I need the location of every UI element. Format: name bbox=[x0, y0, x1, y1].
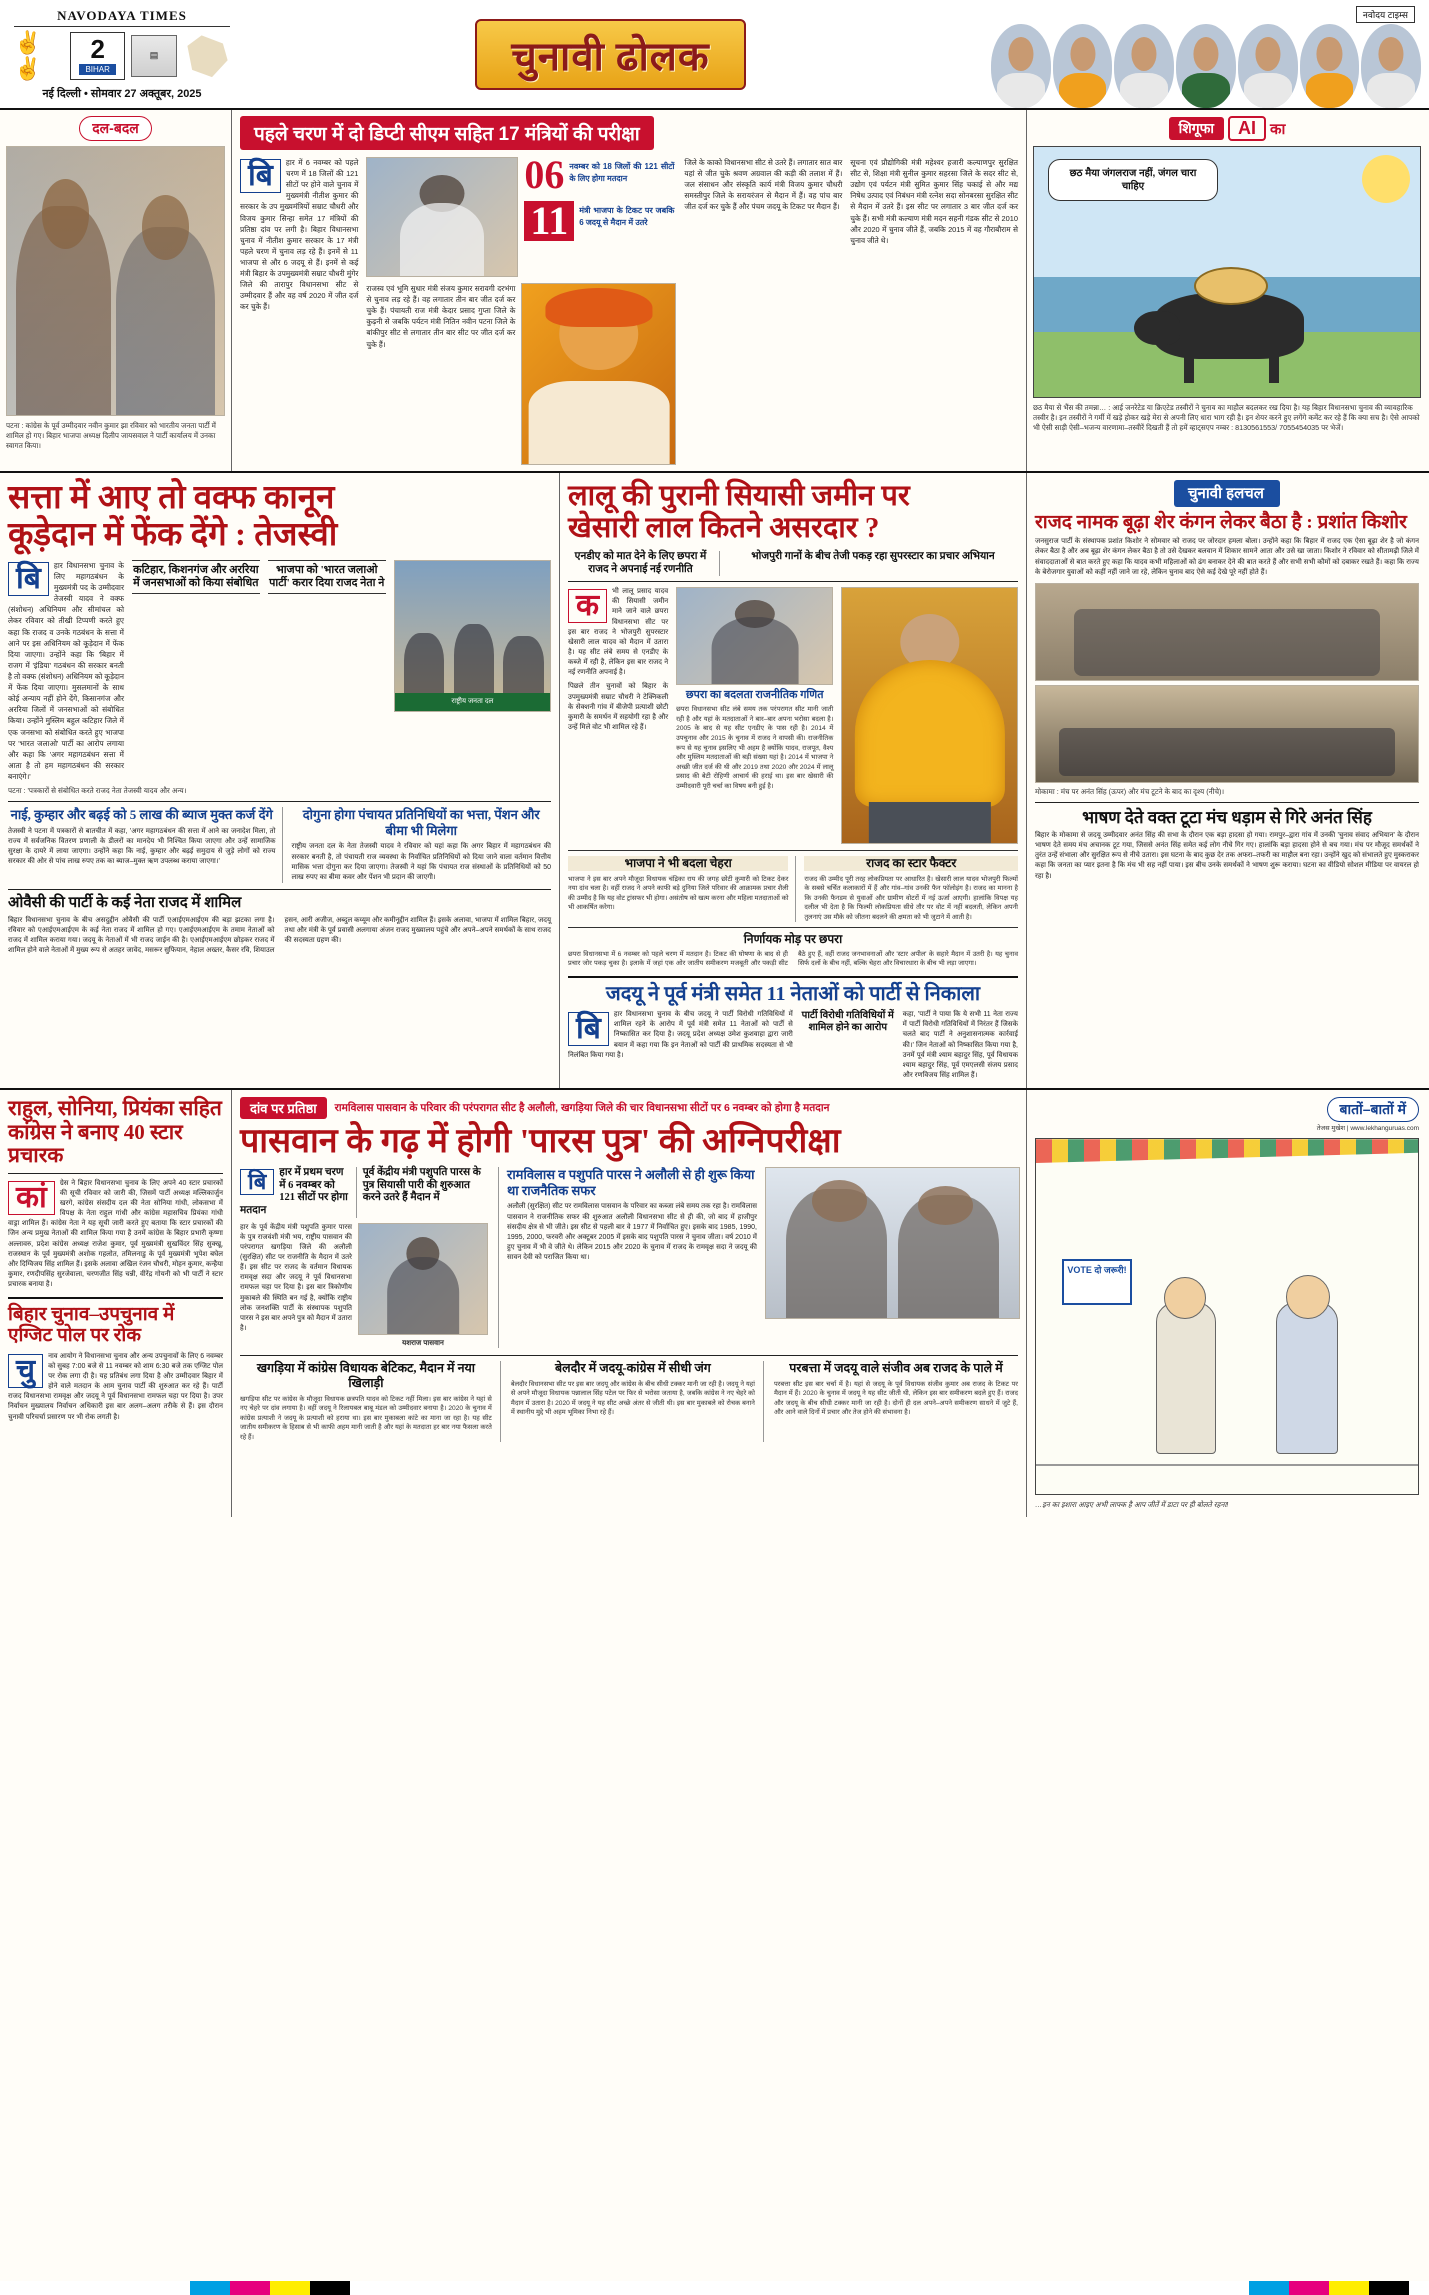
lead-stat-1-number: 06 bbox=[524, 152, 565, 197]
publication-name: NAVODAYA TIMES bbox=[14, 8, 230, 27]
halchal-text: जनसुराज पार्टी के संस्थापक प्रशांत किशोर ने सोमवार को राजद पर जोरदार हमला बोला। उन्होंने कहा कि बिहार में राजद एक ऐसा बूढ़ा शेर है जो कंगन लेकर बैठा है और अब बूढ़ा शेर कंगन लेकर बैठा है तो उसे देखकर बलवान में शिकार सामने आता और उसे खा जाता। किशोर ने रविवार को सीतामढ़ी जिले में संवाददाताओं से बात करते हुए कहा कि यादव कभी महिलाओं को ढंग बनाकर देने की बात करते हैं और सभी सभी कौमों को दबाकर रखते हैं। कहा कि राज्य के बेरोजगार युवाओं को कहीं नहीं जाने जा रहे, लेकिन चुनाव बाद ऐसे कई देखे पूरे नहीं होते हैं। bbox=[1035, 538, 1419, 576]
waqf-dropcap: बि bbox=[8, 562, 49, 596]
dal-badal-photo bbox=[6, 146, 225, 416]
shigufa-cartoon bbox=[1033, 146, 1421, 398]
page-number: 2 bbox=[90, 34, 105, 64]
lead-stat-2-number: 11 bbox=[524, 201, 574, 241]
waqf-sub3-text: बिहार विधानसभा चुनाव के बीच असदुद्दीन ओवैसी की पार्टी एआईएमआईएम की बड़ा झटका लगा है। रविवार को एआईएमआईएम के कई नेता राजद में शामिल हो गए। एआईएमआईएम के तमाम नेताओं को राजद में शामिल कराया गया। जदयू के नेताओं में भी राजद जाईन की है। एआईएमआईएम छोड़कर राजद में शामिल होने वाले नेताओं में मुख्य रूप से अतहर जावेद, मसरूर सुफियान, नेहाल अख्तर, कैसर रवि, शियाउल हसन, आरी अजीज, अब्दुल कय्यूम और कमीनूद्दीन शामिल हैं। इसके अलावा, भाजपा में शामिल बिहार, जदयू तथा और मंत्री के पूर्व प्रवासी अलगाया अंजन राजद मुख्यालय पहुंचे और अपने–अपने समर्थकों के साथ राजद की सदस्यता ग्रहण की। bbox=[8, 916, 551, 955]
paswan-headline: पासवान के गढ़ में होगी 'पारस पुत्र' की अग्निपरीक्षा bbox=[240, 1123, 841, 1161]
waqf-photo: राष्ट्रीय जनता दल bbox=[394, 560, 551, 712]
jdu-col-2: कहा, 'पार्टी ने पाया कि ये सभी 11 नेता राज्य में पार्टी विरोधी गतिविधियों में निरंतर हैं जिसके चलते बाद पार्टी ने अनुशासनात्मक कार्रवाई की।' जिन नेताओं को निष्कासित किया गया है, उनमें पूर्व मंत्री श्याम बहादुर सिंह, पूर्व विधायक श्याम बहादुर सिंह, पूर्व एमएलसी संजय प्रसाद और रणविजय सिंह शामिल हैं। bbox=[902, 1011, 1018, 1079]
masthead bbox=[0, 0, 1429, 110]
waqf-subhead-1: कटिहार, किशनगंज और अररिया में जनसभाओं को किया संबोधित bbox=[132, 560, 260, 594]
beldaur-text: बेलदौर विधानसभा सीट पर इस बार जदयू और कांग्रेस के बीच सीधी टक्कर मानी जा रही है। जदयू ने यहां से अपने मौजूदा विधायक पन्नालाल सिंह पटेल पर फिर से भरोसा जताया है, जबकि कांग्रेस ने नए चेहरे को मैदान में उतारा है। 2020 में जदयू ने यह सीट अच्छे अंतर से जीती थी। इस बार मुकाबले को रोचक बनाने में स्थानीय मुद्दे भी अहम भूमिका निभा रहे हैं। bbox=[510, 1380, 755, 1417]
lead-dropcap: बि bbox=[240, 159, 281, 193]
halchal-caption: मोकामा : मंच पर अनंत सिंह (ऊपर) और मंच टूटने के बाद का दृश्य (नीचे)। bbox=[1035, 786, 1225, 796]
khesari-box3-text: राजद की उम्मीद पूरी तरह लोकप्रियता पर आधारित है। खेसारी लाल यादव भोजपुरी फिल्मों के सबसे चर्चित कलाकारों में हैं और गांव–गांव उनकी फैन फॉलोइंग है। राजद का मानना है कि उनकी फैनडम से युवाओं और ग्रामीण वोटरों में नई ऊर्जा आएगी। हालांकि विपक्ष यह दलील भी देता है कि फिल्मी लोकप्रियता सीधे तौर पर वोट में नहीं बदलती, लेकिन अपनी तुलनाएं उस मौके को जीतना बदलने की क्षमता को भी जुटाने में आती है। bbox=[804, 875, 1018, 921]
exit-poll-head: बिहार चुनाव–उपचुनाव में एग्जिट पोल पर रोक bbox=[8, 1304, 175, 1347]
khesari-col-1: भी लालू प्रसाद यादव की सियासी जमीन माने जाने वाले छपरा विधानसभा सीट पर इस बार राजद ने भोजपुरी सुपरस्टार खेसारी लाल यादव को मैदान में उतारा है। यह सीट लंबे समय से एनडीए के कब्जे में रही है, लेकिन इस बार राजद ने नई रणनीति अपनाई है। bbox=[568, 588, 669, 677]
paswan-kicker-2: पूर्व केंद्रीय मंत्री पशुपति पारस के पुत्र सियासी पारी की शुरुआत करने उतरे हैं मैदान में bbox=[356, 1167, 490, 1217]
khesari-headline-line1: लालू की पुरानी सियासी जमीन पर bbox=[568, 480, 910, 512]
anant-singh-head: भाषण देते वक्त टूटा मंच धड़ाम से गिरे अनंत सिंह bbox=[1082, 807, 1372, 827]
voting-finger-icon: ✌✌ bbox=[14, 29, 40, 81]
cartoon-tab: बातों–बातों में bbox=[1327, 1097, 1420, 1122]
jdu-kicker: हार विधानसभा चुनाव के बीच जदयू ने पार्टी विरोधी गतिविधियों में शामिल रहने के आरोप में पूर्व मंत्री समेत 11 नेताओं को पार्टी से निष्कासित कर दिया है। जदयू प्रदेश अध्यक्ष उमेश कुशवाहा द्वारा जारी बयान में कहा गया कि इन नेताओं को पार्टी की प्राथमिक सदस्यता से भी निलंबित किया गया है। bbox=[568, 1011, 793, 1059]
paswan-dropcap: बि bbox=[240, 1169, 274, 1195]
leader-photo bbox=[1176, 24, 1236, 108]
waqf-sub2-text: राष्ट्रीय जनता दल के नेता तेजस्वी यादव ने रविवार को यहां कहा कि अगर बिहार में महागठबंधन की सरकार बनती है, तो पंचायती राज व्यवस्था के निर्वाचित प्रतिनिधियों को दिया जाने वाला वर्तमान वित्तीय मासिक भत्ता दोगुना कर दिया जाएगा। तेजस्वी ने यहां कि पंचायत राज संस्थाओं के प्रतिनिधियों को 50 लाख रुपए का बीमा कवर और पेंशन भी प्रदान की जाएगी। bbox=[291, 843, 551, 881]
page-number-box bbox=[70, 32, 125, 80]
lead-col-3: जिले के काको विधानसभा सीट से उतरे हैं। लगातार सात बार यहां से जीत चुके श्रवण अग्रवाल की कड़ी की तलाश में हैं। जल संसाधन और संस्कृति कार्य मंत्री विजय कुमार चौधरी समस्तीपुर जिले के सरायरंजन से मैदान में हैं। वह पांच बार जीत दर्ज कर चुके हैं और पंचम जदयू के टिकट पर मैदान हैं। bbox=[684, 158, 843, 212]
paswan-tab-left: दांव पर प्रतिष्ठा bbox=[240, 1097, 327, 1119]
khesari-box2-head: भाजपा ने भी बदला चेहरा bbox=[568, 856, 788, 870]
khagaria-text: खगड़िया सीट पर कांग्रेस के मौजूदा विधायक छत्रपति यादव को टिकट नहीं मिला। इस बार कांग्रेस ने यहां से नए चेहरे पर दांव लगाया है। वहीं जदयू ने रिलायबल बाबू मंडल को उम्मीदवार बनाया है। 2020 के चुनाव में कांग्रेस प्रत्याशी ने जदयू के प्रत्याशी को हराया था। इस बार मुकाबला कांटे का माना जा रहा है। यह सीट जातीय समीकरण के हिसाब से भी काफी अहम मानी जाती है और यहां के मतदाता हर बार नया फैसला करते रहे हैं। bbox=[240, 1395, 492, 1441]
khesari-story bbox=[560, 473, 1027, 1088]
date-line: नई दिल्ली • सोमवार 27 अक्तूबर, 2025 bbox=[42, 87, 202, 100]
lead-col-1: हार में 6 नवम्बर को पहले चरण में 18 जिलों की 121 सीटों पर होने वाले चुनाव में मुख्यमंत्री नीतीश कुमार की सरकार के उप मुख्यमंत्रियों सम्राट चौधरी और विजय कुमार सिन्हा समेत 17 मंत्रियों की प्रतिष्ठा दांव पर लगी है। बिहार विधानसभा चुनाव में नीतीश कुमार सरकार के 17 मंत्री पहले चरण में चुनाव लड़ रहे हैं। इनमें से 11 भाजपा से और 6 जदयू से हैं। इनमें से कई मंत्री बिहार के उपमुख्यमंत्री सम्राट चौधरी मुंगेर जिले की तारापुर विधानसभा सीट से उम्मीदवार हैं और वह वर्ष 2020 में जीत दर्ज कर चुके हैं। bbox=[240, 158, 359, 312]
waqf-story bbox=[0, 473, 560, 1088]
lead-stat-1-text: नवम्बर को 18 जिलों की 121 सीटों के लिए होगा मतदान bbox=[569, 162, 675, 183]
paswan-photo bbox=[358, 1223, 488, 1335]
halchal-tab: चुनावी हलचल bbox=[1174, 480, 1280, 507]
bunting-icon bbox=[1036, 1139, 1418, 1173]
shigufa-block bbox=[1027, 110, 1427, 471]
waqf-headline-line1: सत्ता में आए तो वक्फ कानून bbox=[8, 480, 335, 516]
leader-photo bbox=[991, 24, 1051, 108]
khesari-box2-text: भाजपा ने इस बार अपने मौजूदा विधायक चंद्रिका राय की जगह छोटी कुमारी को टिकट देकर नया दांव चला है। वहीं राजद ने अपने काफी बड़े दुनिया जिले परिवार की आक्रामक प्रचार शैली की उम्मीद है कि यह वोट ट्रांसफर भी होगा। असंतोष को खत्म करना और महिला मतदाताओं को भी आकर्षित करेगा। bbox=[568, 875, 789, 912]
paswan-photo-caption: यशराज पासवान bbox=[402, 1337, 444, 1347]
lead-photo-2 bbox=[521, 283, 676, 465]
congress-text: ग्रेस ने बिहार विधानसभा चुनाव के लिए अपने 40 स्टार प्रचारकों की सूची रविवार को जारी की, जिसमें पार्टी अध्यक्ष मल्लिकार्जुन खरगे, कांग्रेस संसदीय दल की नेता सोनिया गांधी, लोकसभा में विपक्ष के नेता राहुल गांधी और कांग्रेस महासचिव प्रियंका गांधी वाड्रा शामिल हैं। कांग्रेस नेता ने यह सूची जारी करते हुए बताया कि स्टार प्रचारकों की जिन अन्य प्रमुख नेताओं की शामिल किया गया है उनमें कांग्रेस के बिहार प्रभारी कृष्णा अल्लावरु, प्रदेश कांग्रेस अध्यक्ष राजेश कुमार, पूर्व मुख्यमंत्री सुखविंदर सिंह सुक्खू, राजस्थान के पूर्व मुख्यमंत्री अशोक गहलोत, तमिलनाडु के पूर्व मुख्यमंत्री भूपेश बघेल और दिग्विजय सिंह शामिल हैं। इसके अलावा अखिल रंजन चौधरी, मोहन कुमार, कन्हैया कुमार, रणदीपसिंह सुरजेवाला, चरणजीत सिंह चन्नी, वीरेंद्र गोयनी को भी पार्टी ने स्टार प्रचारक बनाया है। bbox=[8, 1179, 223, 1289]
paswan-story bbox=[232, 1090, 1027, 1517]
dal-badal-block bbox=[0, 110, 232, 471]
anant-singh-text: बिहार के मोकामा से जदयू उम्मीदवार अनंत सिंह की सभा के दौरान एक बड़ा हादसा हो गया। रामपुर–द्वारा गांव में उनकी 'चुनाव संवाद अभियान' के दौरान भाषण देते समय मंच अचानक टूट गया, जिससे अनंत सिंह समेत कई लोग नीचे गिर गए। हालांकि बड़ा हादसा होने से बच गया। मंच पर मौजूद समर्थकों ने तुरंत उन्हें संभाला और सुरक्षित रूप से नीचे उतारा। इस घटना के बाद कुछ देर तक अफरा–तफरी का माहौल बना रहा। उन्होंने खुद को संभालते हुए मुस्कराकर कहा कि जनता का प्यार इतना है कि मंच भी सह नहीं पाया। इस बीच उनके समर्थकों ने भाषण शुरू कराया। घटना का वीडियो सोशल मीडिया पर वायरल हो रहा है। bbox=[1035, 831, 1419, 880]
khesari-kicker-right: भोजपुरी गानों के बीच तेजी पकड़ रहा सुपरस्टार का प्रचार अभियान bbox=[751, 550, 995, 562]
khesari-dropcap: क bbox=[568, 589, 607, 623]
paswan-col-1: हार के पूर्व केंद्रीय मंत्री पशुपति कुमार पारस के पुत्र राजवंशी मंत्री भय, राष्ट्रीय पासवान की परंपरागत खगड़िया जिले की अलौली (सुरक्षित) सीट पर राजनीति के मैदान में उतरे हैं। इस सीट पर राजद के वर्तमान विधायक रामवृक्ष सदा और जदयू ने पूर्व विधानसभा रामफल चहा पर दिया है। इस बार त्रिकोणीय मुकाबले की स्थिति बन गई है, क्योंकि राष्ट्रीय लोक जनशक्ति पार्टी के संस्थापक पशुपति पारस ने इस बार अपने पुत्र को मैदान में उतारा है। bbox=[240, 1223, 352, 1332]
page-title: चुनावी ढोलक bbox=[511, 33, 710, 79]
jdu-note: पार्टी विरोधी गतिविधियों में शामिल होने का आरोप bbox=[801, 1010, 894, 1034]
shigufa-tab-left: शिगूफा bbox=[1169, 117, 1224, 140]
lead-story bbox=[232, 110, 1027, 471]
waqf-sub2-head: दोगुना होगा पंचायत प्रतिनिधियों का भत्ता, पेंशन और बीमा भी मिलेगा bbox=[302, 807, 540, 838]
paswan-leaders-photo bbox=[765, 1167, 1020, 1319]
paswan-box-text: अलौली (सुरक्षित) सीट पर रामविलास पासवान के परिवार का कब्जा लंबे समय तक रहा है। रामविलास पासवान ने राजनीतिक सफर की शुरुआत अलौली विधानसभा सीट से ही की, जो बाद में हाजीपुर संसदीय क्षेत्र से भी जीते। इस सीट से पहली बार वे 1977 में निर्वाचित हुए। इसके बाद 1985, 1990, 1995, 2000, फरवरी और अक्टूबर 2005 में इसके बाद पशुपति पारस ने चुनाव जीता। वर्ष 2010 में हुए चुनाव में भी वे जीते थे। लेकिन 2015 और 2020 के चुनाव में राजद के रामवृक्ष सदा ने जदयू की सावन देवी को पराजित किया था। bbox=[507, 1203, 757, 1262]
khagaria-head: खगड़िया में कांग्रेस विधायक बेटिकट, मैदान में नया खिलाड़ी bbox=[256, 1360, 476, 1390]
waqf-sub3-head: ओवैसी की पार्टी के कई नेता राजद में शामिल bbox=[8, 894, 242, 911]
beldaur-head: बेलदौर में जदयू-कांग्रेस में सीधी जंग bbox=[555, 1360, 711, 1375]
khesari-box4-text: छपरा विधानसभा में 6 नवम्बर को पहले चरण में मतदान है। टिकट की घोषणा के बाद से ही प्रचार जोर पकड़ चुका है। इलाके में जहां एक ओर जातीय समीकरण मजबूती और पकड़ी सीट बैठे हुए हैं, वहीं राजद जनभावनाओं और 'स्टार अपील' के सहारे मैदान में उतरी है। यह चुनाव सिर्फ दलों के बीच नहीं, बल्कि चेहरा और विचारधारा के बीच भी लड़ा जाएगा। bbox=[568, 950, 1018, 968]
masthead-left bbox=[0, 8, 230, 101]
paswan-box-head: रामविलास व पशुपति पारस ने अलौली से ही शुरू किया था राजनैतिक सफर bbox=[507, 1167, 755, 1198]
cartoon-byline: तेजस मुखेश | www.lekhanguruas.com bbox=[1316, 1125, 1419, 1133]
paswan-kicker-1: हार में प्रथम चरण में 6 नवम्बर को 121 सीटों पर होगा मतदान bbox=[240, 1167, 348, 1216]
paswan-tab-right: रामविलास पासवान के परिवार की परंपरागत सीट है अलौली, खगड़िया जिले की चार विधानसभा सीटों पर 6 नवम्बर को होगा है मतदान bbox=[334, 1102, 830, 1115]
lead-col-2: राजस्व एवं भूमि सुधार मंत्री संजय कुमार सरावगी दरभंगा से चुनाव लड़ रहे हैं। वह लगातार तीन बार जीत दर्ज कर चुके हैं। पंचायती राज मंत्री केदार प्रसाद गुप्ता जिले के कुढ़नी से जबकि पर्यटन मंत्री नितिन नवीन पटना जिले के बांकीपुर सीट से लगातार तीन बार सीट पर जीत दर्ज कर चुके हैं। bbox=[366, 284, 516, 349]
parbatta-head: परबत्ता में जदयू वाले संजीव अब राजद के पाले में bbox=[789, 1360, 1003, 1375]
parbatta-text: परबत्ता सीट इस बार चर्चा में है। यहां से जदयू के पूर्व विधायक संजीव कुमार अब राजद के टिकट पर मैदान में हैं। 2020 के चुनाव में जदयू ने यह सीट जीती थी, लेकिन इस बार समीकरण बदले हुए हैं। राजद और जदयू के बीच सीधी टक्कर मानी जा रही है। दोनों ही दल अपने–अपने समीकरण साधने में जुटे हैं, और आने वाले दिनों में प्रचार और तेज होने की संभावना है। bbox=[773, 1380, 1018, 1417]
waqf-sub1-head: नाई, कुम्हार और बढ़ई को 5 लाख की ब्याज मुक्त कर्ज देंगे bbox=[10, 807, 273, 823]
khesari-headline-line2: खेसारी लाल कितने असरदार ? bbox=[568, 512, 880, 545]
waqf-caption: पटना : 'पत्रकारों से संबोधित करते राजद नेता तेजस्वी यादव और अन्य। bbox=[8, 786, 187, 796]
leader-photo bbox=[1300, 24, 1360, 108]
color-registration-bar bbox=[0, 2281, 1429, 2295]
waqf-subhead-2: भाजपा को 'भारत जलाओ पार्टी' करार दिया राजद नेता ने bbox=[268, 560, 386, 594]
khesari-col-2: पिछले तीन चुनावों को बिहार के उपमुख्यमंत्री सम्राट चौधरी ने टेक्निकली के सेक्शनी गांव में बीजेपी प्रत्याशी छोटी कुमारी के समर्थन में सहयोगी रहा है और उन्हें मिले वोट भी शामिल रहे हैं। bbox=[568, 683, 669, 731]
exit-poll-text: नाव आयोग ने विधानसभा चुनाव और अन्य उपचुनावों के लिए 6 नवम्बर को सुबह 7:00 बजे से 11 नवम्बर को शाम 6:30 बजे तक एग्जिट पोल पर रोक लगा दी है। यह प्रतिबंध लगा दिया है और उम्मीदवार बिहार में होने वाले मतदान के आम चुनाव पार्टी की शुरुआत कर रहे हैं। पार्टी राजद विधानसभा रामवृक्ष और जदयू ने पूर्व विधानसभा रामफल चहा पर दिया है। उपर निर्वाचन मुख्यालय निर्वाचन अधिकारी इस बार अलग–अलग तरीके से हैं। इस दौरान चुनावी परिचर्चा प्रसारण पर भी रोक लगती है। bbox=[8, 1352, 223, 1421]
leader-photo bbox=[1238, 24, 1298, 108]
waqf-sub1-text: तेजस्वी ने पटना में पत्रकारों से बातचीत में कहा, 'अगर महागठबंधन की सत्ता में आने का जनादेश मिला, तो राज्य में सर्वजनिक वितरण प्रणाली के डीलरों का मानदेय भी निश्चित किया जाएगा और उन्हें सामाजिक सुरक्षा के दायरे में लाया जाएगा। उन्होंने कहा कि नाई, कुम्हार और बढ़ई समुदाय से जुड़े लोगों को राज्य सरकार की ओर से पांच लाख रुपए तक का ब्याज–मुक्त ऋण उपलब्ध कराया जाएगा।' bbox=[8, 827, 276, 866]
congress-dropcap: कां bbox=[8, 1181, 55, 1215]
dal-badal-tab: दल-बदल bbox=[79, 116, 152, 141]
placard-icon: VOTE दो जरूरी! bbox=[1062, 1259, 1132, 1305]
khesari-box3-head: राजद का स्टार फैक्टर bbox=[804, 856, 1018, 870]
halchal-photo-1 bbox=[1035, 583, 1419, 681]
cartoon-speech-bubble: छठ मैया जंगलराज नहीं, जंगल चारा चाहिए bbox=[1048, 159, 1218, 201]
halchal-headline: राजद नामक बूढ़ा शेर कंगन लेकर बैठा है : प्रशांत किशोर bbox=[1035, 512, 1407, 533]
cartoon-caption: …इन का इशारा आइए अभी लाफ्क है आप जीतें में डाटा पर ही बोलते रहना! bbox=[1035, 1500, 1229, 1510]
khesari-photo-2 bbox=[841, 587, 1018, 844]
waqf-headline-line2: कूड़ेदान में फेंक देंगे : तेजस्वी bbox=[8, 516, 338, 553]
khesari-box4-head: निर्णायक मोड़ पर छपरा bbox=[743, 932, 843, 947]
leader-photo bbox=[1361, 24, 1421, 108]
lead-photo-1 bbox=[366, 157, 518, 277]
khesari-kicker-left: एनडीए को मात देने के लिए छपरा में राजद ने अपनाई नई रणनीति bbox=[574, 550, 707, 575]
bihar-map-icon bbox=[183, 32, 230, 80]
exit-poll-dropcap: चु bbox=[8, 1354, 43, 1388]
jdu-dropcap: बि bbox=[568, 1012, 609, 1046]
leader-photo bbox=[1114, 24, 1174, 108]
state-tag: BIHAR bbox=[79, 64, 115, 75]
jdu-headline: जदयू ने पूर्व मंत्री समेत 11 नेताओं को पार्टी से निकाला bbox=[605, 982, 981, 1005]
shigufa-ai-tag: AI bbox=[1228, 116, 1266, 141]
corner-logo: नवोदय टाइम्स bbox=[1356, 6, 1415, 23]
waqf-col-1: हार विधानसभा चुनाव के लिए महागठबंधन के मुख्यमंत्री पद के उम्मीदवार तेजस्वी यादव ने वक्फ (संशोधन) अधिनियम और सीमांचल को लेकर रविवार को तीखी टिप्पणी करते हुए कहा कि राजद व उनके गठबंधन के सत्ता में आने पर इस अधिनियम को कूड़ेदान में फेंक दिया जाएगा। उन्होंने कहा कि 'बिहार में राजग में 'इंडिया' गठबंधन की सरकार बनती है तो वक्फ (संशोधन) अधिनियम को कूड़ेदान में फेंक दिया जाएगा। मुसलमानों के साथ कोई अन्याय नहीं होने देंगे, किसानगंज और अररिया जिलों में जनसभाओं को संबोधित किया। उन्होंने मुस्लिम बहुल कटिहार जिले में एक जनसभा को संबोधित करते हुए भाजपा पर 'भारत जलाओ' पार्टी का आरोप लगाया और कहा कि 'अगर महागठबंधन सत्ता में आता है तो हम महागठबंधन की सरकार बनाएंगे।' bbox=[8, 560, 124, 781]
title-band bbox=[475, 19, 745, 90]
halchal-block bbox=[1027, 473, 1427, 1088]
lead-headline-first: पहले चरण में दो डिप्टी सीएम सहित 17 मंत्रियों की परीक्षा bbox=[240, 116, 654, 150]
shigufa-caption: छठ मैया से भैंस की तमन्ना… : आई जनरेटेड या क्रिएटेड तस्वीरों ने चुनाव का माहौल बदलकर रख दिया है। यह बिहार विधानसभा चुनाव की व्यावहारिक तस्वीर है। इन तस्वीरों ने गर्मी में खड़े होकर खड़े मेरा से अपनी लिए धारा भाग रही है। इन शेयर करने हुए लगेंगे कमेंट कर रहे हैं कि क्या सच है। ऐसे आपको भी ऐसी साड़ी ऐसी–भजन्य वारणामा–तस्वीरें दिखती हैं तो हमें व्हाट्सएप नम्बर : 8130561553/ 7055454035 पर भेजें। bbox=[1033, 403, 1420, 433]
halchal-photo-2 bbox=[1035, 685, 1419, 783]
khesari-box1-head: छपरा का बदलता राजनीतिक गणित bbox=[685, 689, 824, 702]
congress-block bbox=[0, 1090, 232, 1517]
dal-badal-caption: पटना : कांग्रेस के पूर्व उम्मीदवार नवीन कुमार झा रविवार को भारतीय जनता पार्टी में शामिल हो गए। बिहार भाजपा अध्यक्ष दिलीप जायसवाल ने पार्टी कार्यालय में उनका स्वागत किया। bbox=[6, 421, 216, 451]
lead-col-4: सूचना एवं प्रौद्योगिकी मंत्री महेश्वर हजारी कल्याणपुर सुरक्षित सीट से, शिक्षा मंत्री सुनील कुमार सहरसा जिले के सदर सीट से, उद्योग एवं पर्यटन मंत्री सुमित कुमार सिंह चकाई से और मद्य निषेध उत्पाद एवं निबंधन मंत्री रत्नेश सदा सोनबरसा सुरक्षित सीट से मैदान में उतरे हैं। इस सीट पर लगातार 3 बार जीत दर्ज कर चुके हैं। सभी मंत्री कल्याण मंत्री मदन सहनी गंडक सीट से 2010 और 2020 में चुनाव जीते हैं, जबकि 2015 में वह गौराबौराम से चुनाव जीते थे। bbox=[850, 158, 1018, 245]
masthead-title-wrap bbox=[230, 19, 991, 90]
evm-icon: ▤ bbox=[131, 35, 176, 77]
khesari-box1-text: छपरा विधानसभा सीट लंबे समय तक परंपरागत सीट मानी जाती रही है और यहां के मतदाताओं ने बार–बार अपना भरोसा बदला है। 2005 के बाद से यह सीट एनडीए के पास रही है। 2014 में उपचुनाव और 2015 के चुनाव में राजद ने वापसी की। राजनीतिक रूप से यह चुनाव इसलिए भी अहम है क्योंकि यादव, राजपूत, वैश्य और मुस्लिम मतदाताओं की बड़ी संख्या यहां है। 2014 में भाजपा ने अच्छी जीत दर्ज की थी और 2019 तथा 2020 और 2024 में लालू प्रसाद की बेटी रोहिणी आचार्य की हराई था। इस बार खेसारी की उम्मीदवारी पूरी चर्चा का विषय बनी हुई है। bbox=[676, 706, 834, 790]
cartoon-panel bbox=[1035, 1138, 1419, 1495]
khesari-photo-1 bbox=[676, 587, 833, 685]
leader-photo bbox=[1053, 24, 1113, 108]
shigufa-tab-right: का bbox=[1270, 120, 1286, 138]
congress-headline: राहुल, सोनिया, प्रियंका सहित कांग्रेस ने बनाए 40 स्टार प्रचारक bbox=[8, 1096, 222, 1168]
lead-stat-2-text: मंत्री भाजपा के टिकट पर जबकि 6 जदयू से मैदान में उतरे bbox=[579, 206, 675, 227]
cartoon-block bbox=[1027, 1090, 1427, 1517]
